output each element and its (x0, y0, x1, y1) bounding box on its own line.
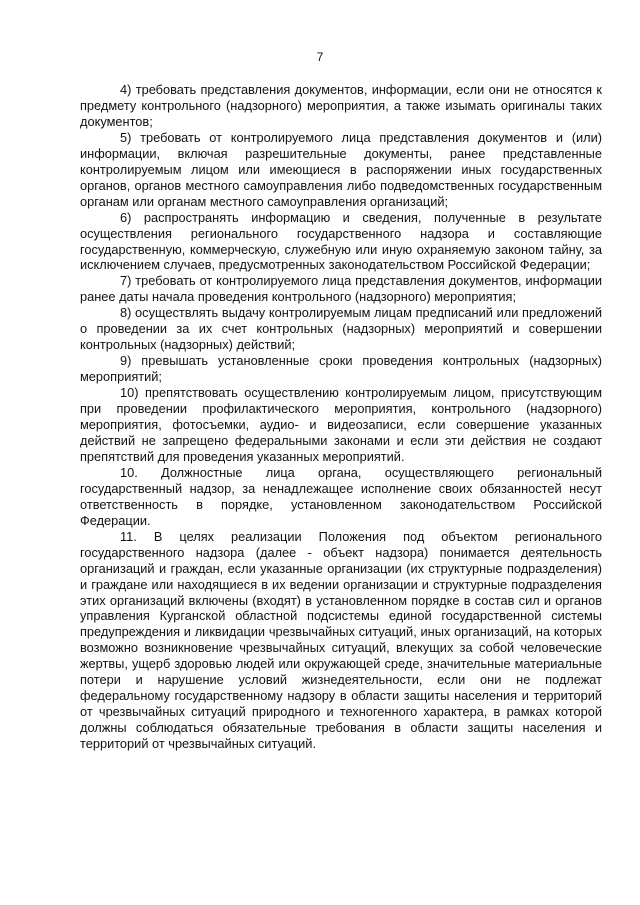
paragraph-item-10: 10) препятствовать осуществлению контролируемым лицом, присутствующим при проведении профилактического мероприятия, контрольного (надзорного) мероприятия, фотосъемки, аудио- и видеозаписи, если совершение указанных действий не запрещено федеральными законами и если эти действия не создают препятствий для проведения указанных мероприятий. (80, 385, 602, 464)
paragraph-item-7: 7) требовать от контролируемого лица представления документов, информации ранее даты начала проведения контрольного (надзорного) мероприятия; (80, 273, 602, 305)
paragraph-item-5: 5) требовать от контролируемого лица представления документов и (или) информации, включая разрешительные документы, ранее представленные контролируемым лицом или имеющиеся в распоряжении иных государственных органов, органов местного самоуправления либо подведомственных государственным органам или органам местного самоуправления организаций; (80, 129, 602, 209)
section-11-paragraph: 11. В целях реализации Положения под объектом регионального государственного надзора (далее - объект надзора) понимается деятельность организаций и граждан, если указанные организации (их структурные подразделения) и граждане или находящиеся в их ведении организации и структурные подразделения этих организаций включены (входят) в установленном порядке в состав сил и органов управления Курганской областной подсистемы единой государственной системы предупреждения и ликвидации чрезвычайных ситуаций, иных организаций, на которых возможно возникновение чрезвычайных ситуаций, влекущих за собой человеческие жертвы, ущерб здоровью людей или окружающей среде, значительные материальные потери и нарушение условий жизнедеятельности, если они не подлежат федеральному государственному надзору в области защиты населения и территорий от чрезвычайных ситуаций природного и техногенного характера, в рамках которой должны соблюдаться обязательные требования в области защиты населения и территорий от чрезвычайных ситуаций. (80, 528, 602, 752)
document-body (80, 82, 602, 752)
paragraph-item-4: 4) требовать представления документов, информации, если они не относятся к предмету контрольного (надзорного) мероприятия, а также изымать оригиналы таких документов; (80, 82, 602, 129)
section-10-paragraph: 10. Должностные лица органа, осуществляющего региональный государственный надзор, за ненадлежащее исполнение своих обязанностей несут ответственность в порядке, установленном законодательством Российской Федерации. (80, 464, 602, 528)
page-number: 7 (316, 50, 324, 64)
paragraph-item-9: 9) превышать установленные сроки проведения контрольных (надзорных) мероприятий; (80, 353, 602, 385)
paragraph-item-6: 6) распространять информацию и сведения, полученные в результате осуществления регионального государственного надзора и составляющие государственную, коммерческую, служебную или иную охраняемую законом тайну, за исключением случаев, предусмотренных законодательством Российской Федерации; (80, 209, 602, 273)
paragraph-item-8: 8) осуществлять выдачу контролируемым лицам предписаний или предложений о проведении за их счет контрольных (надзорных) мероприятий и совершении контрольных (надзорных) действий; (80, 305, 602, 353)
